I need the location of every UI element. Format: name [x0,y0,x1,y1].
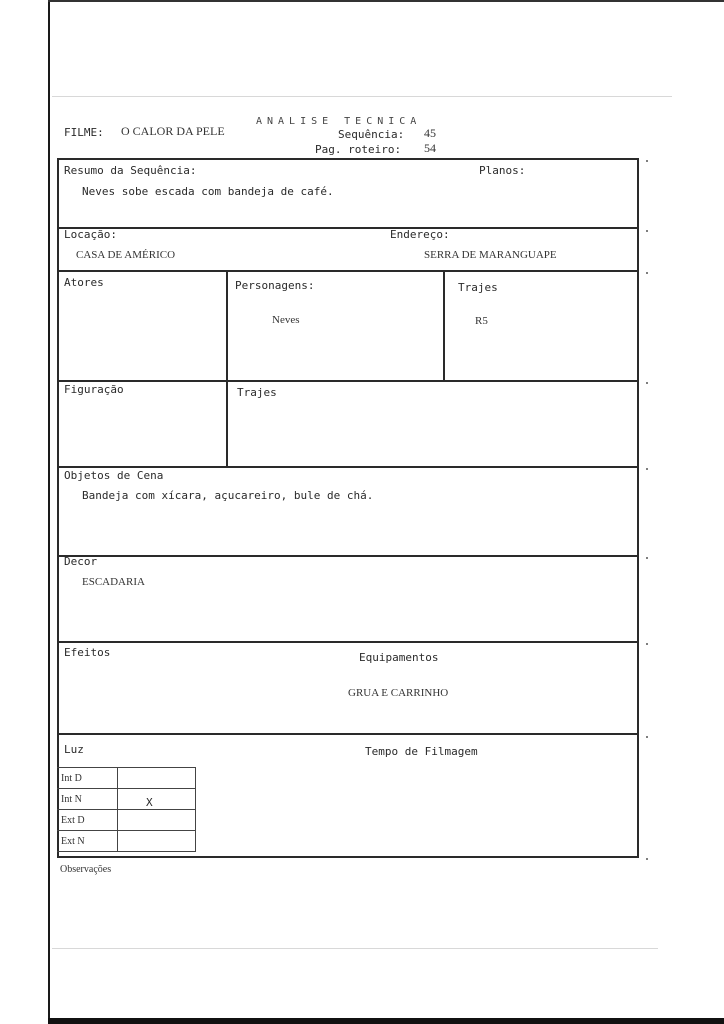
luz-row-label: Int D [61,773,82,784]
scan-top-edge [48,0,724,2]
resumo-label: Resumo da Sequência: [64,164,197,177]
form-top-border [57,158,639,160]
locacao-value: CASA DE AMÉRICO [76,249,176,261]
divider-figuracao [57,466,639,468]
sheet-bottom-edge [52,948,658,949]
page-value: 54 [424,141,436,155]
divider-decor [57,641,639,643]
divider-atores-col [226,270,228,467]
equipamentos-label: Equipamentos [359,651,439,664]
luz-row-label: Ext D [61,815,85,826]
resumo-text: Neves sobe escada com bandeja de café. [82,185,334,198]
divider-trajes-col [443,270,445,381]
tempo-filmagem-label: Tempo de Filmagem [365,745,478,758]
margin-dot [646,160,648,162]
locacao-label: Locação: [64,228,117,241]
figuracao-trajes-label: Trajes [237,386,277,399]
endereco-value: SERRA DE MARANGUAPE [424,249,557,261]
margin-dot [646,858,648,860]
luz-row-label: Ext N [61,836,85,847]
divider-resumo [57,227,639,229]
figuracao-label: Figuração [64,383,124,396]
margin-dot [646,272,648,274]
efeitos-label: Efeitos [64,646,111,659]
divider-objetos [57,555,639,557]
form-right-border [637,158,639,857]
form-bottom-border [57,856,639,858]
divider-efeitos [57,733,639,735]
margin-dot [646,468,648,470]
decor-label: Decor [64,555,98,568]
divider-elenco [57,380,639,382]
decor-text: ESCADARIA [82,576,145,588]
margin-dot [646,643,648,645]
trajes-label: Trajes [458,281,498,294]
form-left-border [57,158,59,857]
divider-locacao [57,270,639,272]
margin-dot [646,736,648,738]
margin-dot [646,557,648,559]
equipamentos-value: GRUA E CARRINHO [348,687,449,699]
page-label: Pag. roteiro: [315,143,402,156]
sequence-label: Sequência: [338,128,405,141]
margin-dot [646,230,648,232]
luz-label: Luz [64,743,84,756]
sequence-value: 45 [424,126,436,140]
luz-row-label: Int N [61,794,82,805]
endereco-label: Endereço: [390,228,450,241]
document-title: ANALISE TECNICA [256,116,422,127]
trajes-value: R5 [475,315,488,327]
observacoes-label: Observações [60,864,112,875]
atores-label: Atores [64,276,104,289]
objetos-label: Objetos de Cena [64,469,164,482]
film-label: FILME: [64,126,104,139]
luz-row-mark: X [146,796,153,809]
objetos-text: Bandeja com xícara, açucareiro, bule de chá. [82,489,374,502]
scan-left-edge [48,0,50,1024]
scan-bottom-edge [48,1018,724,1024]
planos-label: Planos: [479,164,526,177]
film-name: O CALOR DA PELE [121,124,225,138]
personagens-label: Personagens: [235,279,315,292]
margin-dot [646,382,648,384]
personagens-value: Neves [272,314,300,326]
sheet-top-edge [52,96,672,97]
